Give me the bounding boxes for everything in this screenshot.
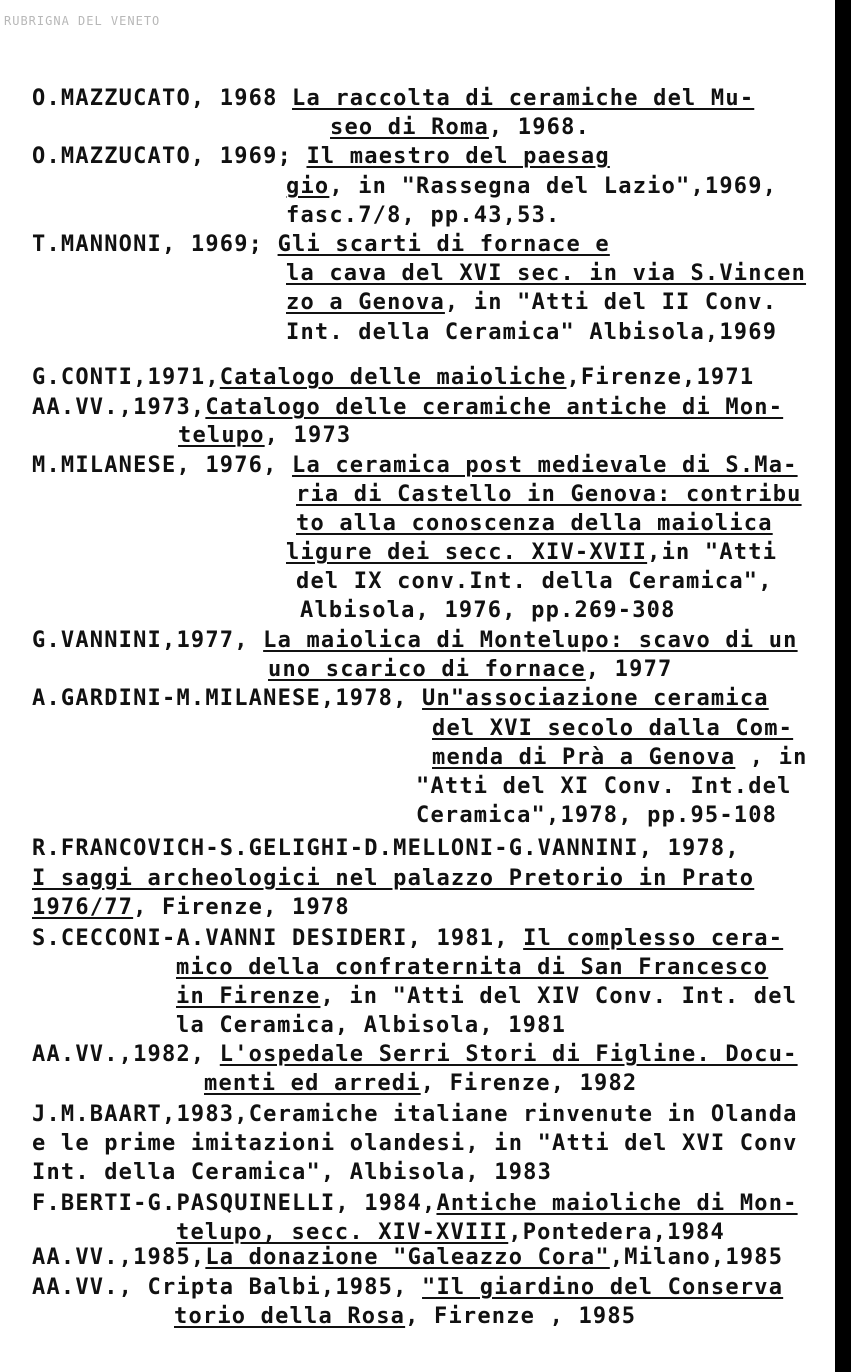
entry-8-line-3 bbox=[432, 745, 808, 771]
entry-title: menda di Prà a Genova bbox=[432, 745, 736, 770]
entry-author: S.CECCONI-A.VANNI DESIDERI, 1981, bbox=[32, 926, 524, 951]
entry-detail: ,Milano,1985 bbox=[609, 1245, 784, 1270]
entry-detail: , in "Atti del XIV Conv. Int. del bbox=[320, 984, 798, 1009]
entry-2-line-1 bbox=[32, 144, 610, 170]
entry-author: O.MAZZUCATO, 1968 bbox=[32, 86, 293, 111]
entry-title: "Il giardino del Conserva bbox=[422, 1275, 784, 1300]
entry-12-line-2 bbox=[32, 1131, 798, 1157]
entry-6-line-1 bbox=[32, 453, 798, 479]
entry-detail: Ceramica",1978, pp.95-108 bbox=[416, 803, 778, 828]
entry-title: gio bbox=[286, 174, 330, 199]
entry-author: J.M.BAART,1983, bbox=[32, 1102, 249, 1127]
entry-3-line-4 bbox=[286, 320, 777, 346]
entry-title: Antiche maioliche di Mon- bbox=[436, 1191, 798, 1216]
entry-3-line-3 bbox=[286, 290, 777, 316]
entry-detail: , 1973 bbox=[264, 423, 352, 448]
entry-detail: la Ceramica, Albisola, 1981 bbox=[176, 1013, 567, 1038]
entry-6-line-6 bbox=[300, 598, 676, 624]
entry-5-line-2 bbox=[178, 423, 351, 449]
entry-detail: fasc.7/8, pp.43,53. bbox=[286, 203, 561, 228]
entry-title: L'ospedale Serri Stori di Figline. Docu- bbox=[219, 1042, 798, 1067]
entry-title: ria di Castello in Genova: contribu bbox=[296, 482, 802, 507]
entry-detail: Ceramiche italiane rinvenute in Olanda bbox=[248, 1102, 798, 1127]
entry-10-line-1 bbox=[32, 926, 783, 952]
entry-title: telupo bbox=[178, 423, 265, 448]
entry-author: T.MANNONI, 1969; bbox=[32, 232, 278, 257]
entry-detail: , in bbox=[735, 745, 808, 770]
entry-detail: , in "Atti del II Conv. bbox=[444, 290, 778, 315]
entry-detail: , Firenze , 1985 bbox=[405, 1304, 637, 1329]
entry-7-line-2 bbox=[268, 657, 672, 683]
entry-15-line-2 bbox=[174, 1304, 636, 1330]
entry-title: torio della Rosa bbox=[174, 1304, 406, 1329]
entry-detail: del IX conv.Int. della Ceramica", bbox=[296, 569, 773, 594]
entry-1-line-1 bbox=[32, 86, 754, 112]
entry-title: La raccolta di ceramiche del Mu- bbox=[292, 86, 755, 111]
entry-title: Il complesso cera- bbox=[523, 926, 784, 951]
entry-13-line-2 bbox=[176, 1220, 725, 1246]
entry-6-line-4 bbox=[286, 540, 777, 566]
entry-1-line-2 bbox=[330, 115, 590, 141]
entry-title: Catalogo delle ceramiche antiche di Mon- bbox=[205, 395, 784, 420]
entry-title: to alla conoscenza della maiolica bbox=[296, 511, 773, 536]
entry-detail: , 1968. bbox=[488, 115, 591, 140]
entry-author: O.MAZZUCATO, 1969; bbox=[32, 144, 307, 169]
entry-title: I saggi archeologici nel palazzo Pretorio in Prato bbox=[32, 866, 755, 891]
entry-title: ligure dei secc. XIV-XVII bbox=[286, 540, 648, 565]
entry-title: seo di Roma bbox=[330, 115, 489, 140]
entry-2-line-3 bbox=[286, 203, 560, 229]
entry-author: F.BERTI-G.PASQUINELLI, 1984, bbox=[32, 1191, 437, 1216]
entry-title: menti ed arredi bbox=[204, 1071, 421, 1096]
entry-9-line-3 bbox=[32, 895, 350, 921]
entry-detail: , 1977 bbox=[585, 657, 673, 682]
entry-3-line-2 bbox=[286, 261, 806, 287]
entry-6-line-3 bbox=[296, 511, 773, 537]
entry-detail: ,Firenze,1971 bbox=[566, 365, 755, 390]
faint-header: RUBRIGNA DEL VENETO bbox=[4, 14, 161, 28]
entry-title: zo a Genova bbox=[286, 290, 445, 315]
entry-9-line-2 bbox=[32, 866, 754, 892]
entry-author: R.FRANCOVICH-S.GELIGHI-D.MELLONI-G.VANNINI, 1978, bbox=[32, 836, 740, 861]
entry-12-line-1 bbox=[32, 1102, 798, 1128]
entry-9-line-1 bbox=[32, 836, 740, 862]
entry-author: AA.VV.,1985, bbox=[32, 1245, 206, 1270]
entry-title: La ceramica post medievale di S.Ma- bbox=[292, 453, 798, 478]
entry-author: G.CONTI,1971, bbox=[32, 365, 220, 390]
entry-detail: Int. della Ceramica" Albisola,1969 bbox=[286, 320, 778, 345]
entry-title: La maiolica di Montelupo: scavo di un bbox=[263, 628, 798, 653]
entry-title: mico della confraternita di San Francesco bbox=[176, 955, 769, 980]
entry-detail: ,in "Atti bbox=[647, 540, 778, 565]
entry-detail: Int. della Ceramica", Albisola, 1983 bbox=[32, 1160, 553, 1185]
entry-detail: ,Pontedera,1984 bbox=[508, 1220, 725, 1245]
entry-author: AA.VV.,1982, bbox=[32, 1042, 220, 1067]
entry-7-line-1 bbox=[32, 628, 798, 654]
entry-6-line-5 bbox=[296, 569, 773, 595]
entry-title: Un"associazione ceramica bbox=[422, 686, 769, 711]
entry-author: M.MILANESE, 1976, bbox=[32, 453, 293, 478]
entry-8-line-5 bbox=[416, 803, 777, 829]
entry-10-line-2 bbox=[176, 955, 768, 981]
entry-8-line-1 bbox=[32, 686, 769, 712]
entry-title: 1976/77 bbox=[32, 895, 134, 920]
entry-11-line-2 bbox=[204, 1071, 637, 1097]
entry-title: La donazione "Galeazzo Cora" bbox=[205, 1245, 610, 1270]
entry-title: del XVI secolo dalla Com- bbox=[432, 716, 794, 741]
entry-author: AA.VV., Cripta Balbi,1985, bbox=[32, 1275, 423, 1300]
entry-3-line-1 bbox=[32, 232, 610, 258]
entry-2-line-2 bbox=[286, 174, 777, 200]
entry-title: Catalogo delle maioliche bbox=[219, 365, 567, 390]
entry-title: in Firenze bbox=[176, 984, 321, 1009]
entry-8-line-4 bbox=[416, 774, 792, 800]
entry-detail: , Firenze, 1978 bbox=[133, 895, 350, 920]
entry-5-line-1 bbox=[32, 395, 783, 421]
entry-author: A.GARDINI-M.MILANESE,1978, bbox=[32, 686, 423, 711]
entry-12-line-3 bbox=[32, 1160, 552, 1186]
entry-detail: e le prime imitazioni olandesi, in "Atti del XVI Conv bbox=[32, 1131, 798, 1156]
entry-10-line-4 bbox=[176, 1013, 566, 1039]
entry-detail: Albisola, 1976, pp.269-308 bbox=[300, 598, 676, 623]
entry-15-line-1 bbox=[32, 1275, 783, 1301]
entry-title: la cava del XVI sec. in via S.Vincen bbox=[286, 261, 807, 286]
entry-title: uno scarico di fornace bbox=[268, 657, 586, 682]
entry-6-line-2 bbox=[296, 482, 802, 508]
entry-title: telupo, secc. XIV-XVIII bbox=[176, 1220, 509, 1245]
entry-13-line-1 bbox=[32, 1191, 798, 1217]
entry-detail: , Firenze, 1982 bbox=[420, 1071, 638, 1096]
entry-8-line-2 bbox=[432, 716, 793, 742]
entry-4-line-1 bbox=[32, 365, 754, 391]
entry-author: AA.VV.,1973, bbox=[32, 395, 206, 420]
entry-14-line-1 bbox=[32, 1245, 783, 1271]
entry-author: G.VANNINI,1977, bbox=[32, 628, 264, 653]
entry-detail: "Atti del XI Conv. Int.del bbox=[416, 774, 792, 799]
entry-11-line-1 bbox=[32, 1042, 798, 1068]
entry-title: Il maestro del paesag bbox=[306, 144, 610, 169]
entry-detail: , in "Rassegna del Lazio",1969, bbox=[329, 174, 778, 199]
entry-title: Gli scarti di fornace e bbox=[277, 232, 610, 257]
entry-10-line-3 bbox=[176, 984, 797, 1010]
scan-edge bbox=[835, 0, 851, 1372]
